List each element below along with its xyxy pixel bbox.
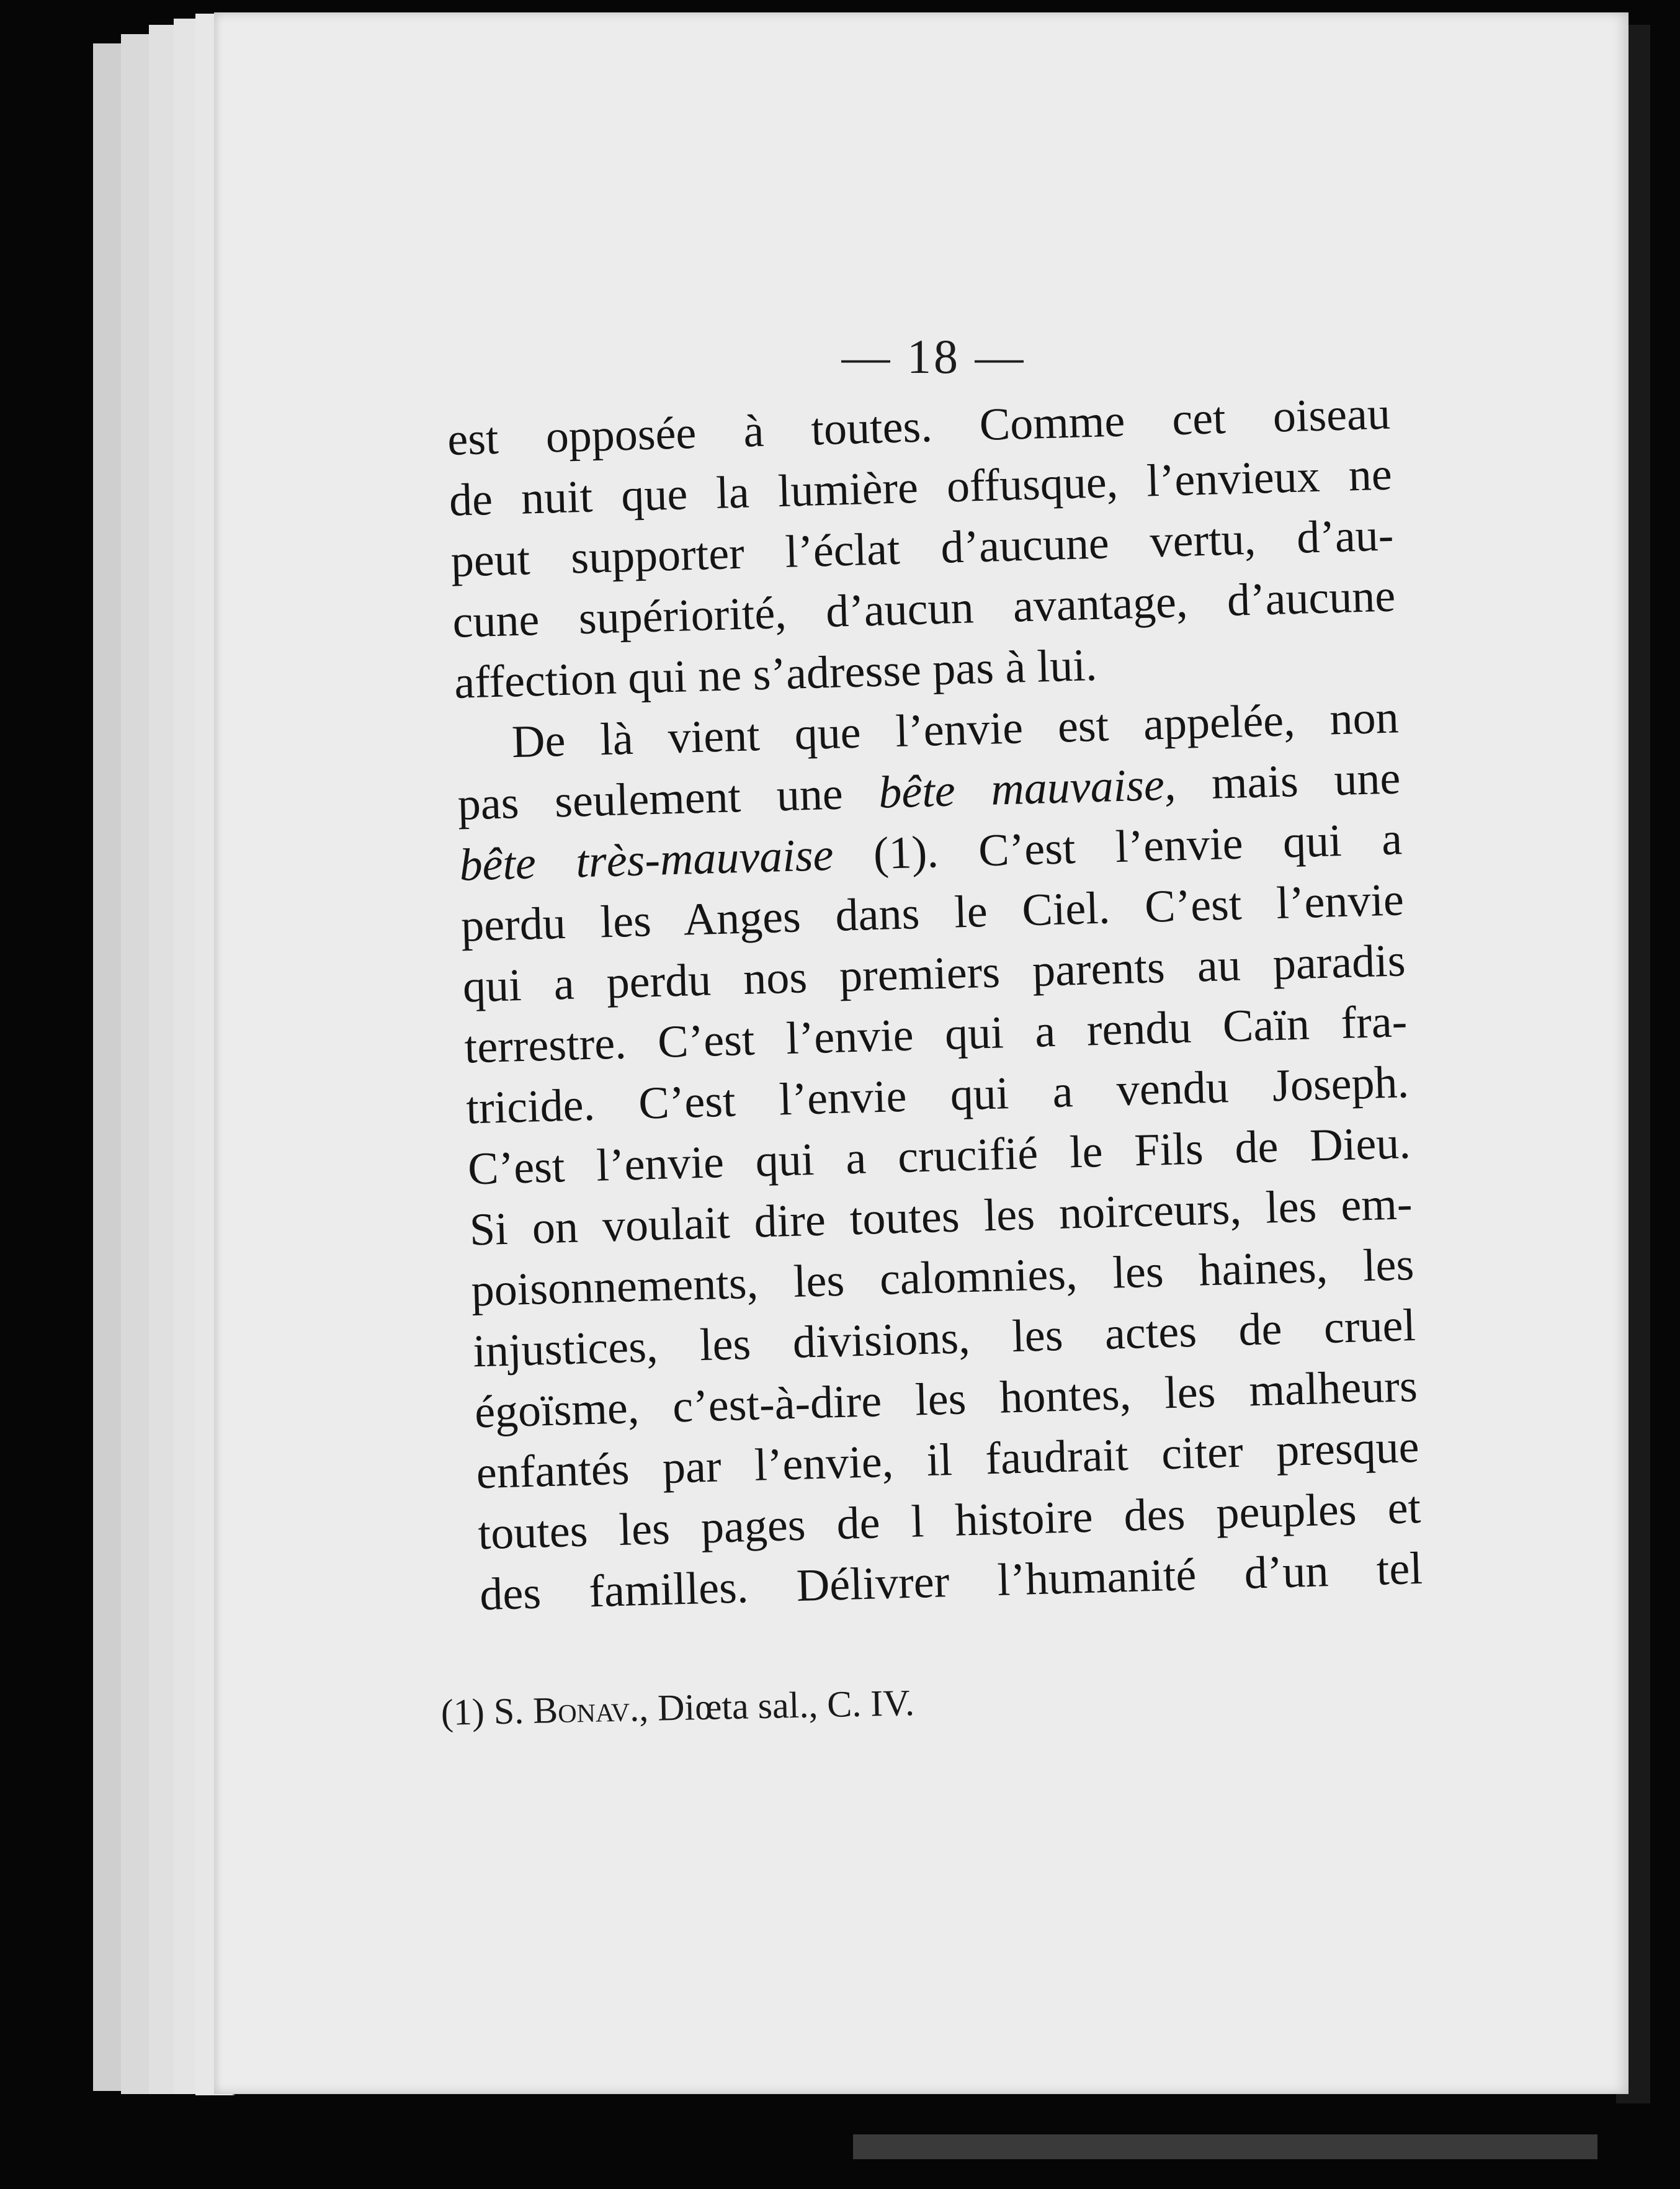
footnote-marker: (1) [440,1691,485,1733]
footnote-chapter: C. IV. [826,1682,915,1725]
text-line: injustices, les divisions, les actes de cruel [472,1299,1416,1377]
text-line: qui a perdu nos premiers parents au paradis [462,935,1406,1013]
footnote-author: S. Bonav., [493,1687,649,1732]
footnote-work: Diœta sal., [657,1684,818,1729]
page-number: — 18 — [841,329,1026,383]
text-line: perdu les Anges dans le Ciel. C’est l’envie [460,874,1405,952]
italic-fragment: bête très-mauvaise [458,829,834,891]
text-line: affection qui ne s’adresse pas à lui. [454,639,1098,709]
text-line: C’est l’envie qui a crucifié le Fils de Dieu. [467,1117,1411,1195]
text-line: poisonnements, les calomnies, les haines, les [470,1239,1415,1317]
text-line: enfantés par l’envie, il faudrait citer presque [475,1421,1420,1499]
text-line: terrestre. C’est l’envie qui a rendu Caïn fra- [463,996,1408,1073]
text-line: cune supériorité, d’aucun avantage, d’aucune [452,570,1396,648]
text-line: tricide. C’est l’envie qui a vendu Joseph. [465,1057,1410,1134]
scanner-bar [853,2134,1597,2159]
text-fragment: pas seulement une [457,768,844,830]
text-line: est opposée à toutes. Comme cet oiseau [447,388,1391,465]
text-line: De là vient que l’envie est appelée, non [511,692,1400,768]
text-line: toutes les pages de l histoire des peuples et [477,1482,1422,1560]
footnote [440,1673,1124,1737]
italic-fragment: bête mauvaise, [878,759,1177,818]
text-fragment: (1). C’est l’envie qui a [872,813,1403,880]
text-line: égoïsme, c’est-à-dire les hontes, les malheurs [474,1360,1418,1438]
text-line: de nuit que la lumière offusque, l’envieux ne [448,449,1393,526]
text-line: peut supporter l’éclat d’aucune vertu, d’au- [450,509,1395,587]
book-page [214,12,1629,2094]
text-line: Si on voulait dire toutes les noirceurs, les em- [468,1178,1413,1256]
text-line: des familles. Délivrer l’humanité d’un tel [479,1542,1423,1621]
body-text [447,383,1423,1626]
text-fragment: mais une [1210,753,1401,809]
